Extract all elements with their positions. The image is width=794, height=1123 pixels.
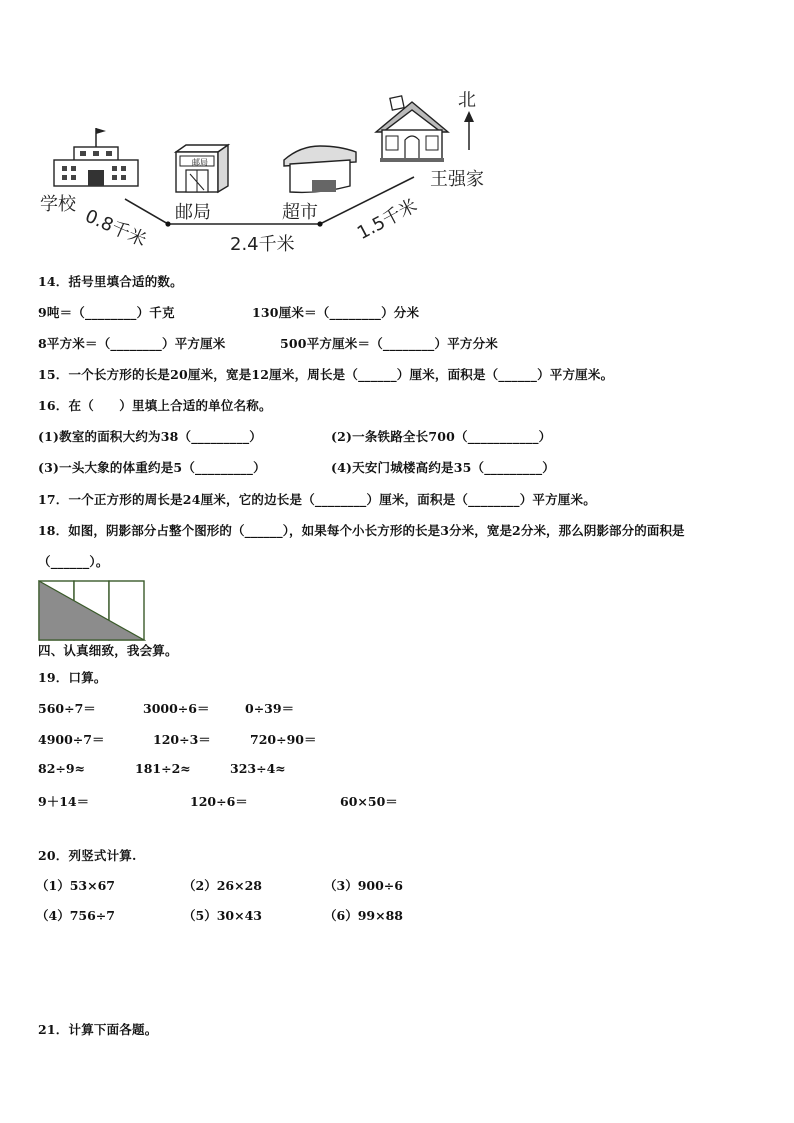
q20-item: （6）99×88 <box>324 908 403 923</box>
q20-item: （1）53×67 <box>36 878 115 893</box>
post-office-label: 邮局 <box>175 202 211 223</box>
q20-title: 20．列竖式计算. <box>38 848 137 863</box>
q19-calc: 323÷4≈ <box>230 761 286 776</box>
north-label: 北 <box>458 90 476 111</box>
q19-calc: 4900÷7＝ <box>38 732 105 747</box>
q19-calc: 720÷90＝ <box>250 732 317 747</box>
q19-calc: 560÷7＝ <box>38 701 96 716</box>
q16-item-3: (3)一头大象的体重约是5（_________） <box>38 460 266 475</box>
q20-item: （4）756÷7 <box>36 908 115 923</box>
q19-calc: 0÷39＝ <box>245 701 295 716</box>
home-label: 王强家 <box>430 169 484 190</box>
q14-item-2: 130厘米＝（________）分米 <box>252 305 420 320</box>
q14-item-3: 8平方米＝（________）平方厘米 <box>38 336 226 351</box>
q19-calc: 120÷6＝ <box>190 794 248 809</box>
q18-text-line2: （______）。 <box>38 554 109 569</box>
q17-text: 17．一个正方形的周长是24厘米，它的边长是（________）厘米，面积是（________）平方厘米。 <box>38 492 596 507</box>
q19-calc: 181÷2≈ <box>135 761 191 776</box>
north-arrow-icon <box>464 111 474 150</box>
shaded-rectangles-figure <box>38 580 146 642</box>
supermarket-icon <box>284 146 356 192</box>
supermarket-label: 超市 <box>282 202 318 223</box>
q16-item-4: (4)天安门城楼高约是35（_________） <box>331 460 555 475</box>
q19-calc: 82÷9≈ <box>38 761 86 776</box>
distance-market-home: 1.5千米 <box>353 195 421 245</box>
q18-text-line1: 18．如图，阴影部分占整个图形的（______），如果每个小长方形的长是3分米，宽是2分米，那么阴影部分的面积是 <box>38 523 685 538</box>
section-4-title: 四、认真细致，我会算。 <box>38 643 178 658</box>
q16-item-1: (1)教室的面积大约为38（_________） <box>38 429 262 444</box>
route-dot-market <box>317 221 322 226</box>
q19-calc: 120÷3＝ <box>153 732 211 747</box>
q14-item-4: 500平方厘米＝（________）平方分米 <box>280 336 498 351</box>
house-icon <box>376 96 448 162</box>
q16-title: 16．在（ ）里填上合适的单位名称。 <box>38 398 272 413</box>
q19-calc: 60×50＝ <box>340 794 398 809</box>
q19-calc: 9＋14＝ <box>38 794 90 809</box>
q20-item: （5）30×43 <box>183 908 262 923</box>
q19-calc: 3000÷6＝ <box>143 701 210 716</box>
q20-item: （2）26×28 <box>183 878 262 893</box>
q20-item: （3）900÷6 <box>324 878 403 893</box>
distance-post-market: 2.4千米 <box>230 234 295 255</box>
q14-item-1: 9吨＝（________）千克 <box>38 305 175 320</box>
q19-title: 19．口算。 <box>38 670 107 685</box>
route-dot-post <box>165 221 170 226</box>
school-building-icon <box>54 128 138 186</box>
post-sign: 邮局 <box>192 158 208 167</box>
q21-title: 21．计算下面各题。 <box>38 1022 158 1037</box>
school-label: 学校 <box>40 194 76 215</box>
q14-title: 14．括号里填合适的数。 <box>38 274 183 289</box>
q15-text: 15．一个长方形的长是20厘米，宽是12厘米，周长是（______）厘米，面积是（______）平方厘米。 <box>38 367 614 382</box>
q16-item-2: (2)一条铁路全长700（___________） <box>331 429 552 444</box>
post-office-icon <box>176 145 228 192</box>
distance-school-post: 0.8千米 <box>81 205 150 252</box>
